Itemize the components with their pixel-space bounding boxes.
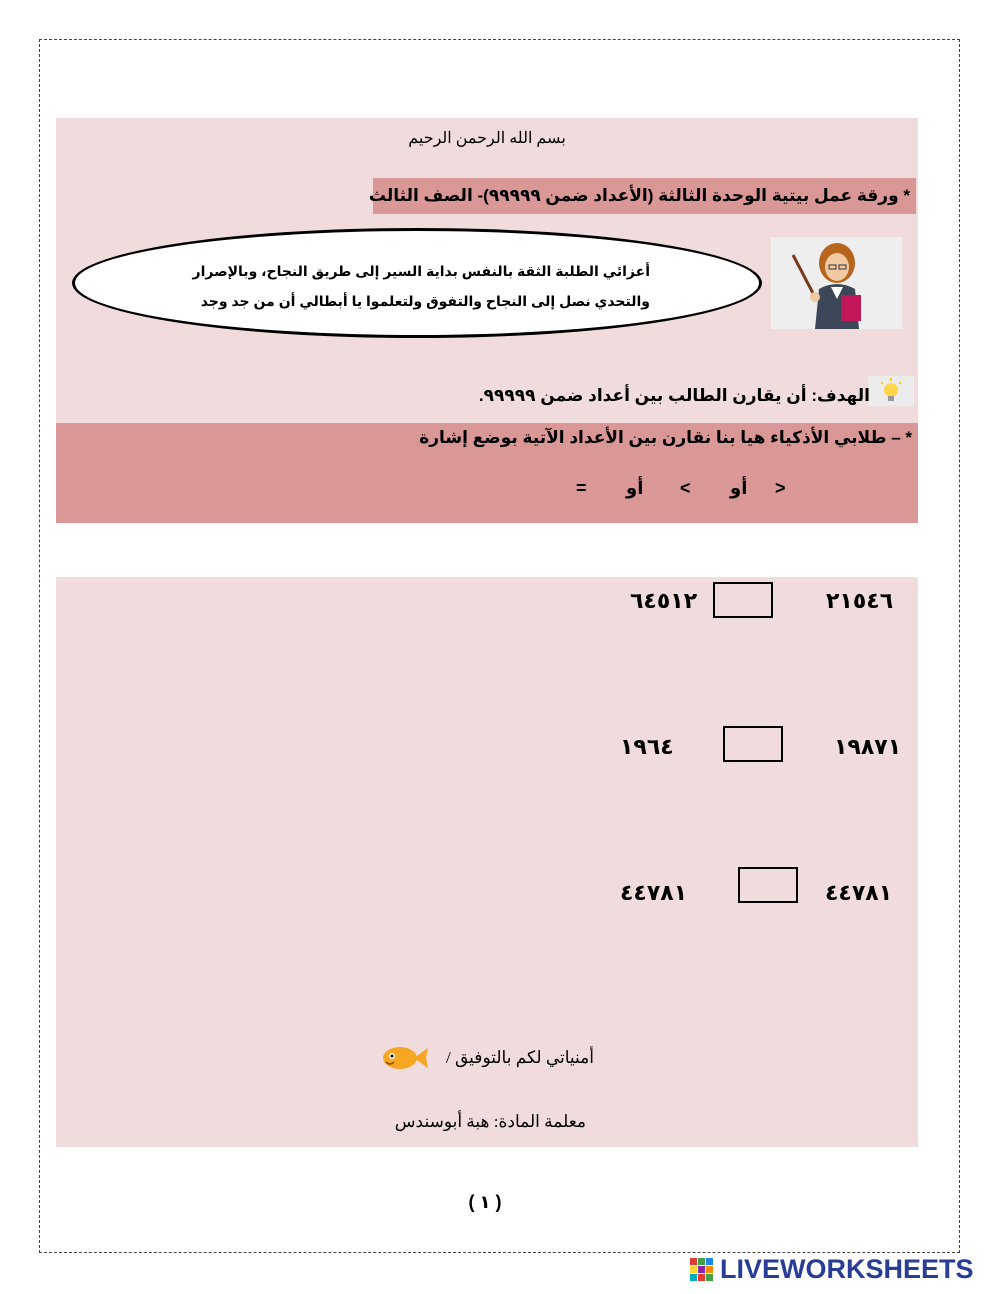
instruction-text: * – طلابي الأذكياء هيا بنا نقارن بين الأعداد الآتية بوضع إشارة (419, 428, 912, 447)
teacher-signature: معلمة المادة: هبة أبوسندس (394, 1112, 586, 1131)
equals-sign: = (576, 478, 587, 498)
or-word-1: أو (730, 478, 748, 498)
worksheet-title: * ورقة عمل بيتية الوحدة الثالثة (الأعداد ضمن ٩٩٩٩٩)- الصف الثالث (373, 178, 916, 214)
motivation-line-1: أعزائي الطلبة الثقة بالنفس بداية السير إلى طريق النجاح، وبالإصرار (192, 263, 650, 279)
comparison-2-right-number: ١٩٦٤ (620, 734, 674, 759)
basmala: بسم الله الرحمن الرحيم (408, 130, 566, 147)
page-number: ( ١ ) (468, 1192, 502, 1212)
comparison-3-right-number: ٤٤٧٨١ (620, 880, 688, 905)
comparison-3-answer-box[interactable] (738, 867, 798, 903)
fish-emoji-icon (380, 1042, 430, 1072)
goal-text: الهدف: أن يقارن الطالب بين أعداد ضمن ٩٩٩٩٩. (478, 386, 870, 405)
motivation-line-2: والتحدي نصل إلى النجاح والتفوق ولتعلموا يا أبطالي أن من جد وجد (200, 293, 650, 309)
comparison-3-left-number: ٤٤٧٨١ (825, 880, 893, 905)
wishes-text: أمنياتي لكم بالتوفيق / (446, 1048, 594, 1067)
comparison-2-left-number: ١٩٨٧١ (834, 734, 902, 759)
comparison-1-answer-box[interactable] (713, 582, 773, 618)
signs-row (540, 478, 800, 508)
teacher-illustration (771, 237, 902, 329)
lightbulb-icon (868, 376, 914, 406)
liveworksheets-logo-icon (690, 1258, 716, 1282)
motivation-text (150, 256, 650, 316)
comparison-1-right-number: ٦٤٥١٢ (630, 588, 698, 613)
greater-than-sign: > (775, 478, 786, 498)
less-than-sign: < (680, 478, 691, 498)
comparison-2-answer-box[interactable] (723, 726, 783, 762)
comparison-1-left-number: ٢١٥٤٦ (826, 588, 894, 613)
or-word-2: أو (626, 478, 644, 498)
brand-name: LIVEWORKSHEETS (720, 1254, 974, 1284)
liveworksheets-brand (690, 1254, 990, 1286)
